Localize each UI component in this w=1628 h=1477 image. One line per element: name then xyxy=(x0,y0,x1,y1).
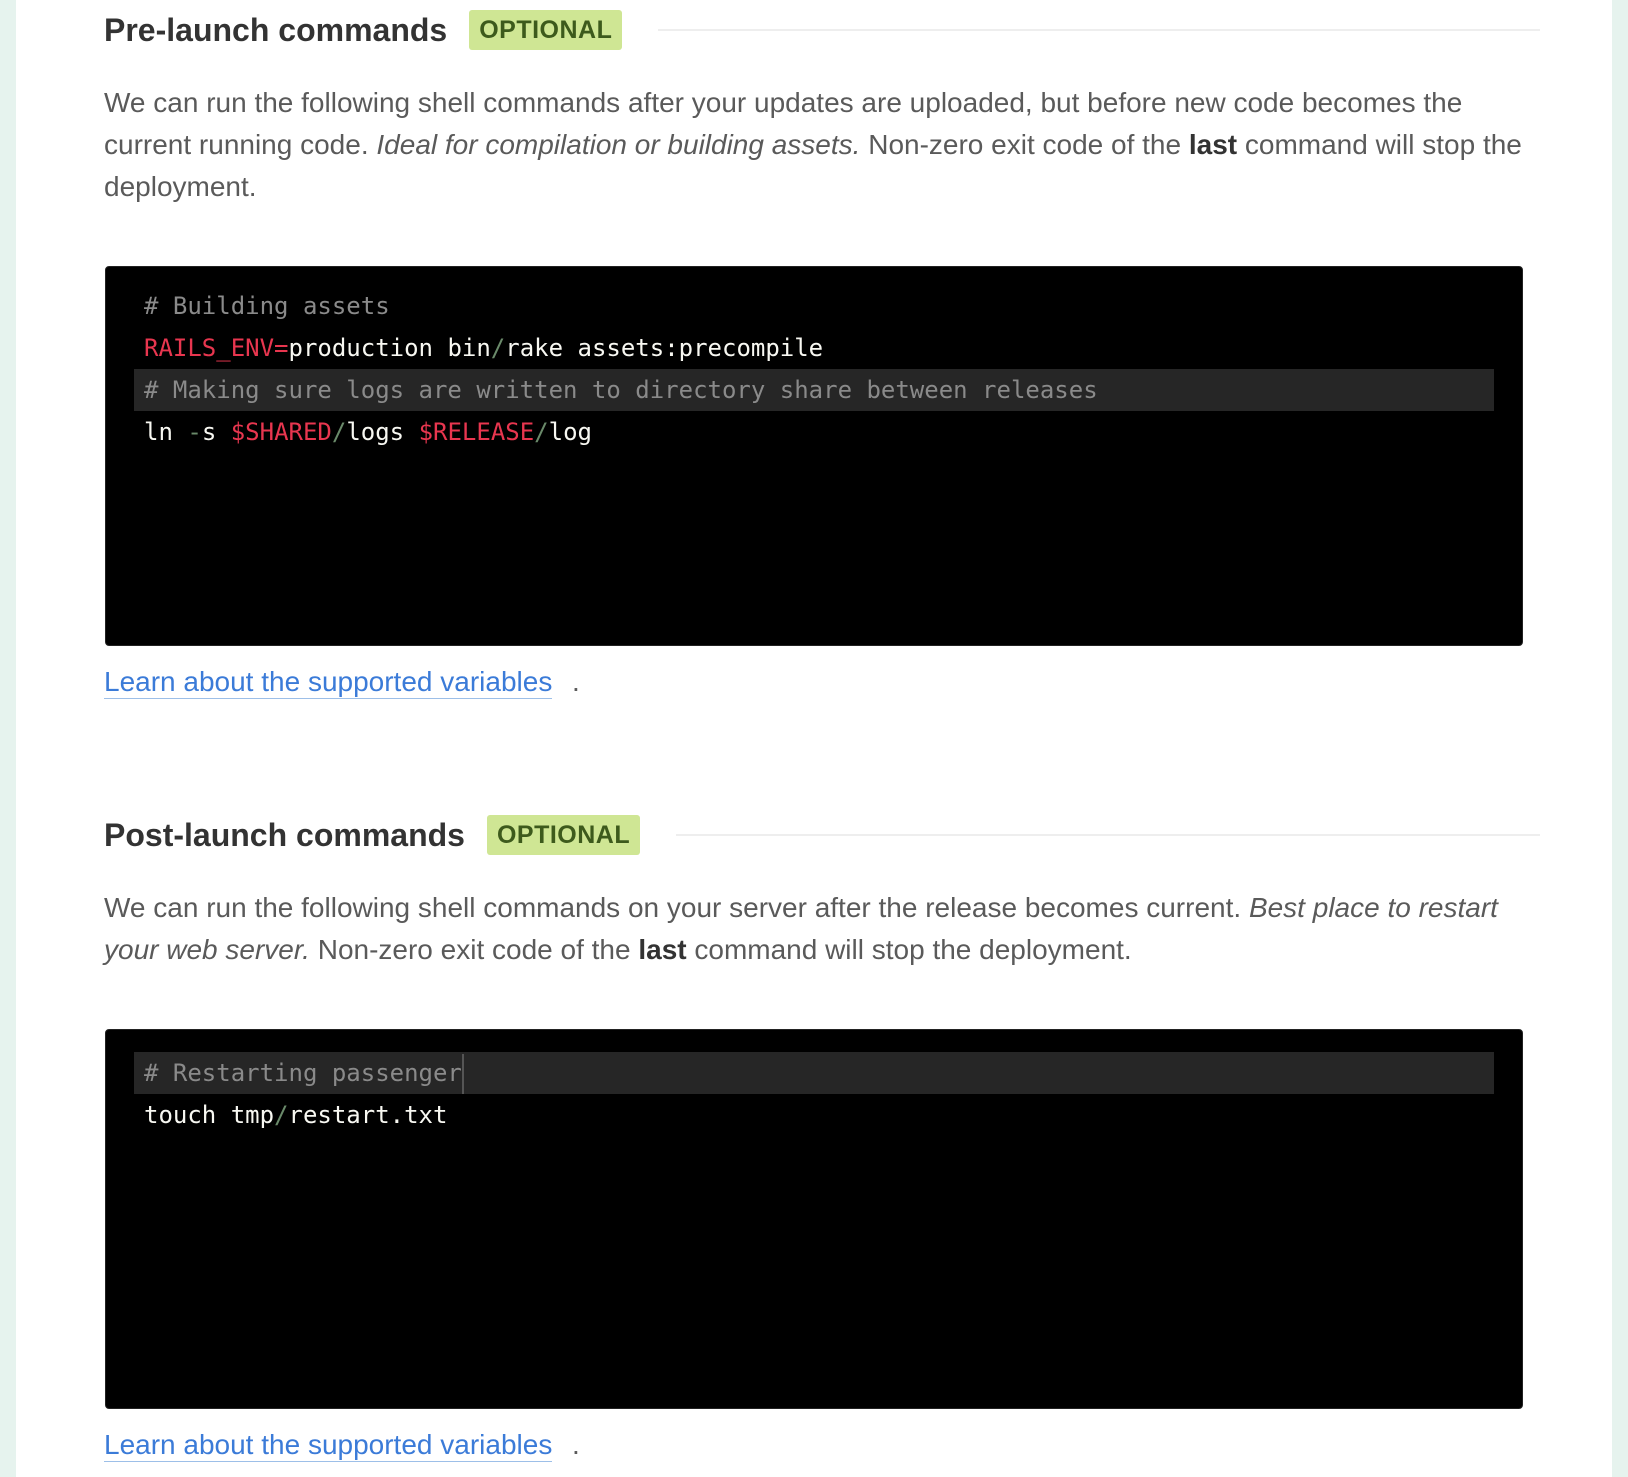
text-cursor xyxy=(462,1054,464,1094)
post-launch-header xyxy=(104,813,1540,857)
pre-launch-title: Pre-launch commands xyxy=(104,11,448,48)
period: . xyxy=(572,1429,580,1460)
post-launch-section xyxy=(104,813,1540,1460)
learn-variables-link[interactable]: Learn about the supported variables xyxy=(104,666,553,697)
pre-launch-header xyxy=(104,8,1540,52)
optional-badge: OPTIONAL xyxy=(469,10,622,50)
code-line: ln -s $SHARED/logs $RELEASE/log xyxy=(144,418,592,446)
period: . xyxy=(572,666,580,697)
header-divider xyxy=(658,29,1540,31)
code-line: RAILS_ENV=production bin/rake assets:precompile xyxy=(144,334,824,362)
post-launch-title: Post-launch commands xyxy=(104,816,465,853)
learn-variables-link[interactable]: Learn about the supported variables xyxy=(104,1429,553,1460)
pre-launch-section xyxy=(104,8,1540,697)
code-line-active: # Making sure logs are written to directory share between releases xyxy=(134,369,1494,411)
code-line: touch tmp/restart.txt xyxy=(144,1101,448,1129)
pre-launch-code-editor[interactable] xyxy=(105,266,1523,646)
post-launch-code-editor[interactable] xyxy=(105,1029,1523,1409)
post-launch-description: We can run the following shell commands on your server after the release becomes current. Best place to restart your web server. Non-zero exit code of the last command will stop the deployment. xyxy=(104,892,1498,965)
pre-launch-description: We can run the following shell commands after your updates are uploaded, but before new code becomes the current running code. Ideal for compilation or building assets. Non-zero exit code of the last command will stop the deployment. xyxy=(104,87,1522,202)
settings-card xyxy=(16,0,1612,1477)
optional-badge: OPTIONAL xyxy=(487,815,640,855)
code-line-active: # Restarting passenger xyxy=(134,1052,1494,1094)
code-line: # Building assets xyxy=(144,292,390,320)
header-divider xyxy=(676,834,1540,836)
